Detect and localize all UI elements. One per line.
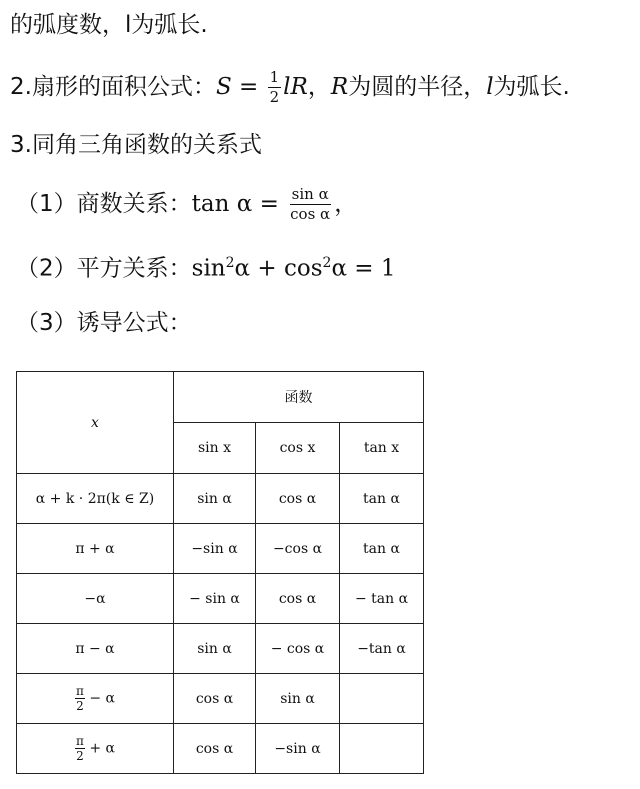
- fraction-one-half: [268, 70, 282, 105]
- cell-sin: sin α: [174, 474, 256, 524]
- fraction-denominator: 2: [76, 699, 84, 713]
- sin-over-cos-fraction: [288, 187, 332, 222]
- exponent-2: 2: [322, 255, 332, 271]
- cell-tan: tan α: [340, 474, 424, 524]
- cell-x: α + k · 2π(k ∈ Z): [17, 474, 174, 524]
- cell-sin: sin α: [174, 624, 256, 674]
- square-relation: [16, 248, 396, 284]
- tan-expression: tan α =: [191, 191, 287, 217]
- quotient-relation: [16, 187, 357, 222]
- cell-sin: cos α: [174, 724, 256, 774]
- symbol-R: R: [330, 74, 349, 100]
- line4-end: ，: [334, 191, 358, 217]
- subheader-sin: sin x: [174, 423, 256, 474]
- header-function-cell: [174, 372, 424, 423]
- header-function: 函数: [284, 390, 313, 406]
- fraction-numerator: π: [76, 684, 84, 698]
- table-row: [17, 624, 424, 674]
- cell-sin: −sin α: [174, 524, 256, 574]
- induction-formula-table: [16, 371, 424, 774]
- cell-x: [17, 674, 174, 724]
- table-row: [17, 574, 424, 624]
- fraction-denominator: cos α: [290, 205, 331, 223]
- x-rest: + α: [89, 740, 115, 757]
- fraction-numerator: sin α: [291, 185, 329, 203]
- cell-x: [17, 724, 174, 774]
- fraction-numerator: 1: [269, 68, 280, 86]
- line2-middle: 为圆的半径，: [348, 74, 487, 100]
- pi-over-2-fraction: [75, 735, 85, 762]
- symbol-l: l: [486, 74, 494, 100]
- cell-tan: −tan α: [340, 624, 424, 674]
- table-row: [17, 524, 424, 574]
- cell-cos: cos α: [256, 574, 340, 624]
- cell-tan: [340, 724, 424, 774]
- table-row: [17, 674, 424, 724]
- fraction-denominator: 2: [269, 88, 280, 106]
- line1-text: 的弧度数，l为弧长.: [10, 12, 208, 38]
- cell-sin: cos α: [174, 674, 256, 724]
- cell-x: π + α: [17, 524, 174, 574]
- section-heading-identities: [10, 130, 262, 160]
- cell-tan: [340, 674, 424, 724]
- symbol-S: S: [215, 74, 232, 100]
- sector-area-formula: [10, 70, 570, 105]
- symbol-lR: lR: [283, 74, 308, 100]
- cell-cos: − cos α: [256, 624, 340, 674]
- cell-tan: tan α: [340, 524, 424, 574]
- line6-text: （3）诱导公式：: [16, 310, 192, 336]
- subheader-cos: cos x: [256, 423, 340, 474]
- separator: ，: [307, 74, 331, 100]
- cell-sin: − sin α: [174, 574, 256, 624]
- line2-prefix: 2.扇形的面积公式：: [10, 74, 216, 100]
- end-term: α = 1: [331, 255, 396, 282]
- cell-x: π − α: [17, 624, 174, 674]
- header-x: x: [91, 414, 99, 431]
- sin-term: sin: [191, 255, 226, 282]
- middle-term: α + cos: [234, 255, 323, 282]
- line5-prefix: （2）平方关系：: [16, 255, 192, 282]
- line3-text: 3.同角三角函数的关系式: [10, 132, 262, 158]
- cell-cos: sin α: [256, 674, 340, 724]
- cell-cos: −cos α: [256, 524, 340, 574]
- pi-over-2-fraction: [75, 685, 85, 712]
- x-rest: − α: [89, 690, 115, 707]
- equals-sign: =: [231, 74, 266, 100]
- table-row: [17, 474, 424, 524]
- cell-tan: − tan α: [340, 574, 424, 624]
- cell-cos: −sin α: [256, 724, 340, 774]
- line4-prefix: （1）商数关系：: [16, 191, 192, 217]
- table-row: [17, 724, 424, 774]
- fraction-numerator: π: [76, 734, 84, 748]
- exponent-2: 2: [225, 255, 235, 271]
- subheader-tan: tan x: [340, 423, 424, 474]
- line2-end: 为弧长.: [493, 74, 570, 100]
- induction-formula-heading: [16, 308, 192, 338]
- cell-x: −α: [17, 574, 174, 624]
- cell-cos: cos α: [256, 474, 340, 524]
- header-x-cell: [17, 372, 174, 474]
- text-line-arc-length: [10, 10, 208, 40]
- fraction-denominator: 2: [76, 749, 84, 763]
